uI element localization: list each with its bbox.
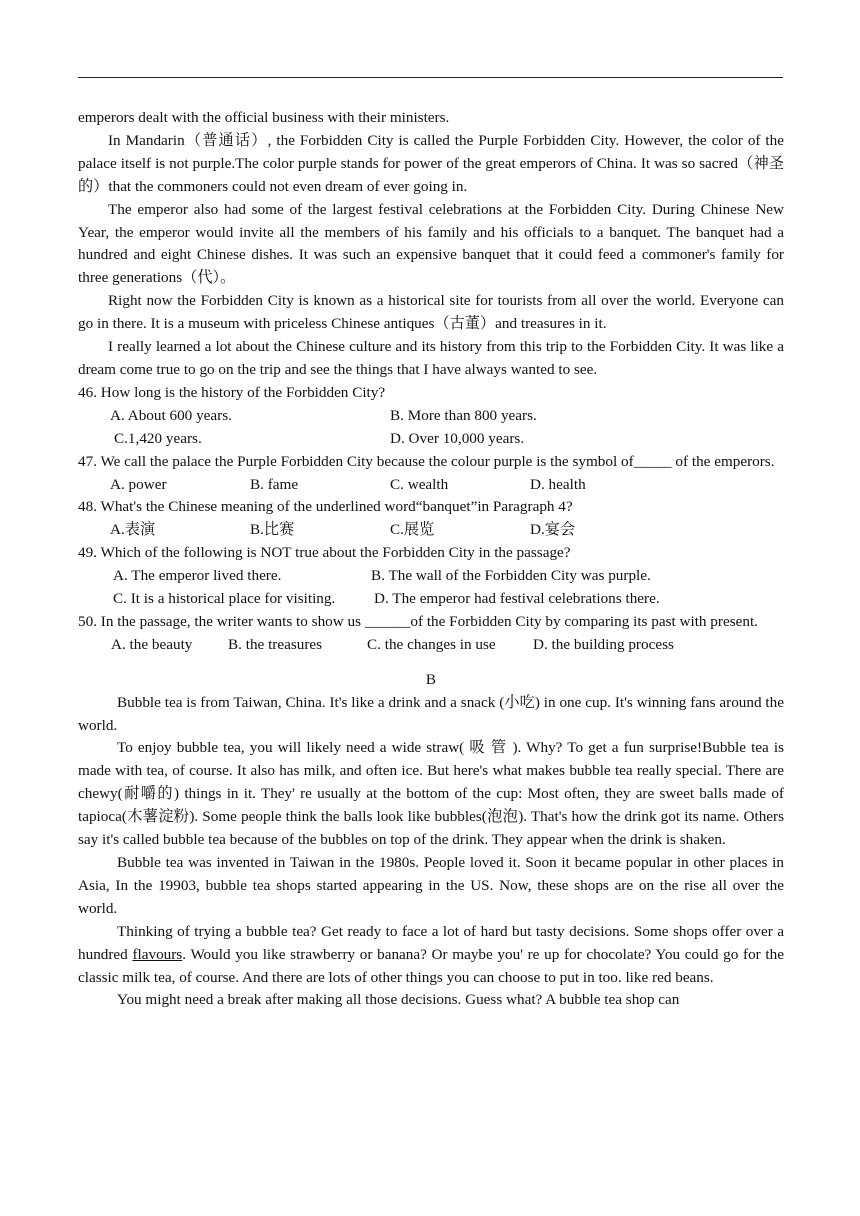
passage-a-paragraph-3: The emperor also had some of the largest festival celebrations at the Forbidden City. During Chinese New Year, the emperor would invite all the members of his family and his officials to a banquet. The banquet had a hundred and eight Chinese dishes. It was such an expensive banquet that it could feed a commoner's family for three generations（代）。 (78, 200, 784, 287)
question-48-option-d: D.宴会 (530, 521, 576, 539)
question-47-options (78, 474, 784, 497)
header-rule (78, 77, 783, 78)
question-47-option-c: C. wealth (390, 475, 449, 493)
section-b-paragraph-4-start: Thinking of trying a bubble tea? Get ready to face a lot of hard but tasty decisions. Some shops offer over a hundred (78, 922, 784, 963)
section-b-paragraph-2: To enjoy bubble tea, you will likely need a wide straw( 吸 管 ). Why? To get a fun surprise!Bubble tea is made with tea, of course. It also has milk, and often ice. But here's what makes bubble tea really special. There are chewy(耐嚼的) things in it. They' re usually at the bottom of the cup: Most often, they are sweet balls made of tapioca(木薯淀粉). Some people think the balls look like bubbles(泡泡). That's how the drink got its name. Others say it's called bubble tea because of the bubbles on top of the drink. They appear when the drink is shaken. (78, 739, 784, 849)
question-46-options-row-1 (78, 405, 784, 428)
passage-a-paragraph-5: I really learned a lot about the Chinese culture and its history from this trip to the Forbidden City. It was like a dream come true to go on the trip and see the things that I have always wanted to see. (78, 338, 784, 378)
question-46-option-b: B. More than 800 years. (390, 406, 537, 424)
question-50-option-d: D. the building process (533, 635, 674, 653)
question-47-stem: 47. We call the palace the Purple Forbidden City because the colour purple is the symbol of_____ of the emperors. (78, 452, 775, 470)
document-body (78, 107, 784, 1012)
question-46-options-row-2 (78, 428, 784, 451)
section-b-heading: B (425, 670, 437, 688)
section-b-paragraph-4-end: . Would you like strawberry or banana? Or maybe you' re up for chocolate? You could go for the classic milk tea, of course. And there are lots of other things you can choose to put in too. like red beans. (78, 945, 784, 986)
question-50-option-c: C. the changes in use (367, 635, 496, 653)
question-50-option-b: B. the treasures (228, 635, 323, 653)
question-49-option-c: C. It is a historical place for visiting. (113, 590, 336, 608)
question-46-option-c: C.1,420 years. (114, 429, 202, 447)
question-47-option-b: B. fame (250, 475, 299, 493)
question-49-option-a: A. The emperor lived there. (113, 567, 282, 585)
question-48-option-a: A.表演 (110, 521, 156, 539)
question-46-option-a: A. About 600 years. (110, 406, 232, 424)
question-50-option-a: A. the beauty (111, 635, 193, 653)
question-48-option-c: C.展览 (390, 521, 435, 539)
question-49-option-b: B. The wall of the Forbidden City was purple. (371, 567, 651, 585)
question-49-option-d: D. The emperor had festival celebrations there. (374, 590, 660, 608)
question-49-options-row-1 (78, 565, 784, 588)
question-49-options-row-2 (78, 588, 784, 611)
section-b-paragraph-3: Bubble tea was invented in Taiwan in the 1980s. People loved it. Soon it became popular in other places in Asia, In the 19903, bubble tea shops started appearing in the US. Now, these shops are on the rise all over the world. (78, 854, 784, 917)
question-48-stem: 48. What's the Chinese meaning of the underlined word“banquet”in Paragraph 4? (78, 498, 573, 516)
passage-a-paragraph-4: Right now the Forbidden City is known as a historical site for tourists from all over the world. Everyone can go in there. It is a museum with priceless Chinese antiques（古董）and treasures in it. (78, 292, 784, 333)
question-46-stem: 46. How long is the history of the Forbidden City? (78, 383, 386, 401)
passage-a-paragraph-2: In Mandarin（普通话）, the Forbidden City is called the Purple Forbidden City. However, the color of the palace itself is not purple.The color purple stands for power of the great emperors of China. It was so sacred（神圣的）that the commoners could not even dream of ever going in. (78, 131, 784, 195)
underlined-word-flavours: flavours (132, 945, 183, 963)
question-50-options (78, 634, 784, 657)
question-48-options (78, 519, 784, 542)
question-48-option-b: B.比赛 (250, 521, 295, 539)
passage-a-line-1: emperors dealt with the official business with their ministers. (78, 109, 450, 126)
question-47-option-d: D. health (530, 475, 586, 493)
question-46-option-d: D. Over 10,000 years. (390, 429, 525, 447)
question-50-stem: 50. In the passage, the writer wants to show us ______of the Forbidden City by comparing its past with present. (78, 612, 758, 630)
section-b-paragraph-5: You might need a break after making all those decisions. Guess what? A bubble tea shop can (117, 991, 680, 1009)
question-49-stem: 49. Which of the following is NOT true about the Forbidden City in the passage? (78, 544, 571, 562)
section-b-paragraph-4 (78, 921, 784, 990)
question-47-option-a: A. power (110, 475, 167, 493)
section-b-paragraph-1: Bubble tea is from Taiwan, China. It's like a drink and a snack (小吃) in one cup. It's winning fans around the world. (78, 693, 784, 734)
